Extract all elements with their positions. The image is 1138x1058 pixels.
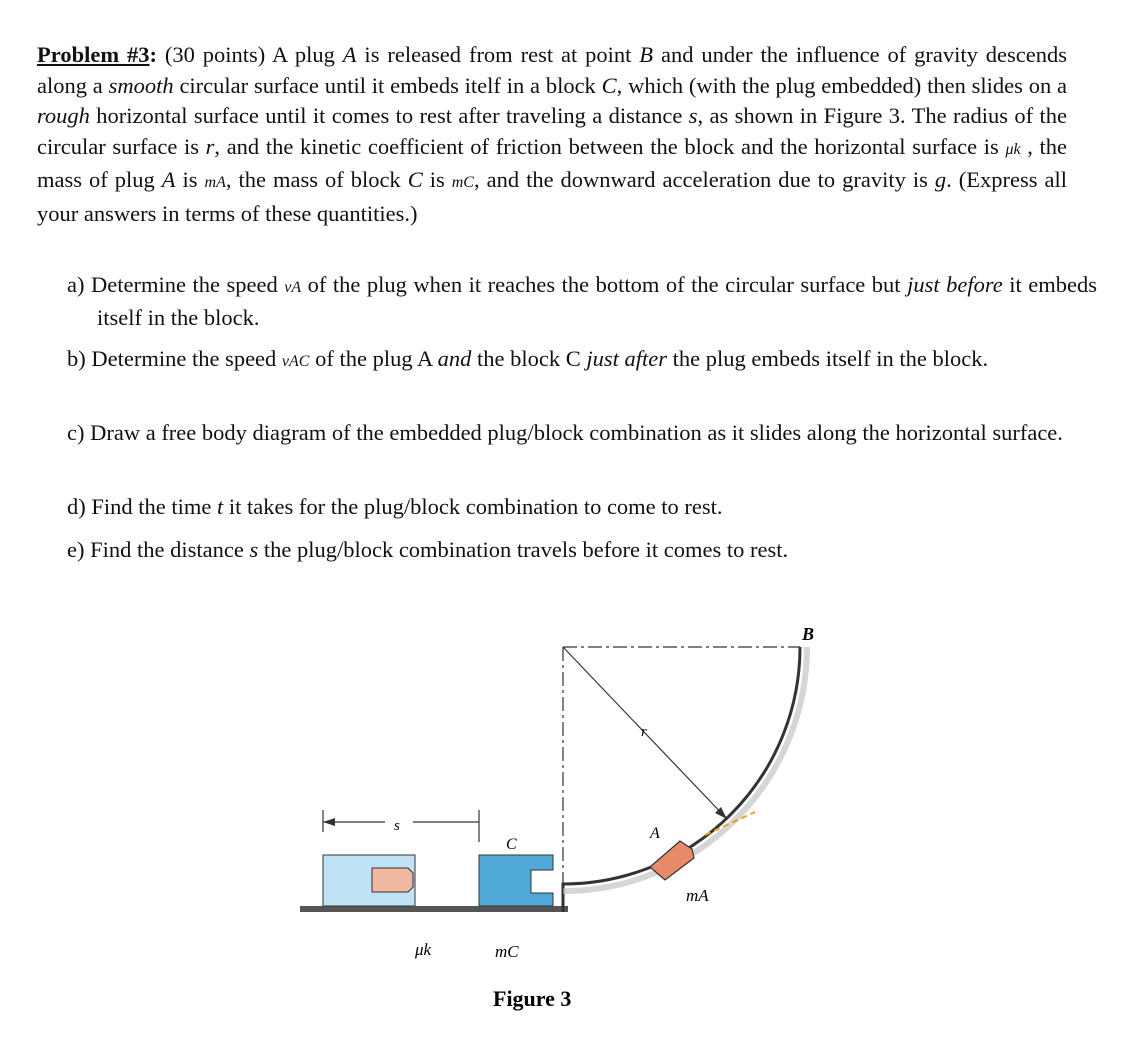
label-r: r: [641, 724, 647, 740]
question-a: a) Determine the speed vA of the plug when it reaches the bottom of the circular surface but just before it embeds itself in the block.: [67, 272, 1098, 330]
label-ma: mA: [686, 886, 709, 905]
label-muk: μk: [415, 940, 432, 959]
label-a: A: [650, 825, 660, 842]
problem-statement: Problem #3: (30 points) A plug A is released from rest at point B and under the influence of gravity descends along a smooth circular surface until it embeds itelf in a block C, which (with the plug embedded) then slides on a rough horizontal surface until it comes to rest after traveling a distance s, as shown in Figure 3. The radius of the circular surface is r, and the kinetic coefficient of friction between the block and the horizontal surface is μk , the mass of plug A is mA, the mass of block C is mC, and the downward acceleration due to gravity is g. (Express all your answers in terms of these quantities.): [37, 42, 1068, 226]
s-arrowhead: [323, 818, 335, 826]
label-c: C: [506, 836, 517, 853]
label-mc: mC: [495, 942, 519, 961]
figure-caption: Figure 3: [493, 986, 572, 1011]
problem-points: (30 points): [164, 42, 266, 67]
label-s: s: [394, 818, 400, 834]
block-c: [479, 855, 553, 906]
problem-heading: Problem #3: [37, 42, 150, 67]
question-b: b) Determine the speed vAC of the plug A and the block C just after the plug embeds itself in the block.: [67, 346, 989, 371]
ground-surface: [300, 906, 568, 912]
label-b: B: [802, 624, 815, 644]
question-c: c) Draw a free body diagram of the embedded plug/block combination as it slides along the horizontal surface.: [67, 420, 1063, 445]
plug-embedded: [372, 868, 413, 892]
question-e: e) Find the distance s the plug/block combination travels before it comes to rest.: [67, 537, 789, 562]
question-d: d) Find the time t it takes for the plug/block combination to come to rest.: [67, 494, 723, 519]
